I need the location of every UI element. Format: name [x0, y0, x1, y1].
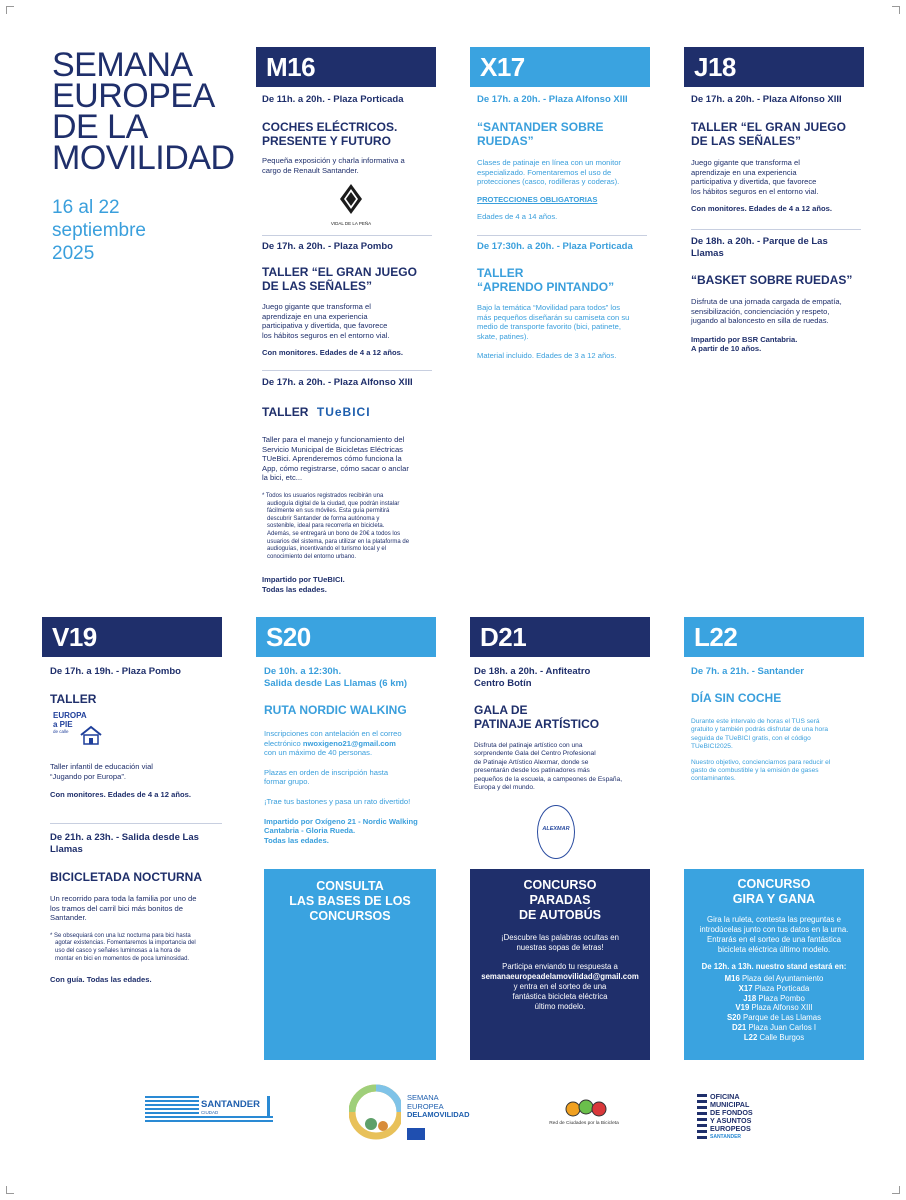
- date-line: septiembre: [52, 220, 146, 241]
- santander-text: SANTANDER: [201, 1099, 260, 1110]
- event-description: [262, 156, 434, 175]
- desc-line: sorprendente Gala del Centro Profesional: [474, 750, 596, 758]
- time-line: De 21h. a 23h. - Salida desde Las: [50, 832, 199, 843]
- desc-line: App, cómo registrarse, cómo sacar o anclar: [262, 463, 409, 473]
- desc-line: los hábitos seguros en el entorno vial.: [262, 330, 390, 340]
- event-note: Con monitores. Edades de 4 a 12 años.: [262, 348, 403, 358]
- desc-line: TUeBici. Aprenderemos cómo funciona la: [262, 454, 402, 464]
- title-line: LAS BASES DE LOS: [289, 894, 411, 908]
- santander-ciudad-logo: [143, 1093, 273, 1127]
- logo-line: SANTANDER: [710, 1134, 742, 1140]
- logo-line: EUROPA: [53, 711, 87, 720]
- note-line: Todas las edades.: [262, 584, 327, 594]
- europa-a-pie-logo: [53, 711, 103, 751]
- event-dates: [52, 196, 146, 265]
- day-header-s20: S20: [256, 617, 436, 657]
- logo-text: ALEXMAR: [542, 826, 570, 832]
- event-footnote: [50, 933, 222, 963]
- event-time: De 17h. a 20h. - Plaza Pombo: [262, 241, 393, 252]
- event-title: [262, 120, 434, 148]
- desc-line: Participa enviando tu respuesta a: [502, 962, 618, 971]
- day-header-l22: L22: [684, 617, 864, 657]
- note-line: A partir de 10 años.: [691, 344, 762, 354]
- event-description: [691, 297, 863, 326]
- footnote-line: montar en bici en momentos de poca luminosidad.: [55, 955, 190, 962]
- email-link[interactable]: nwoxigeno21@gmail.com: [302, 738, 396, 748]
- desc-text: electrónico: [264, 738, 301, 748]
- stand-day: S20: [726, 1013, 741, 1023]
- stand-day: J18: [743, 993, 757, 1003]
- event-time: De 17h. a 19h. - Plaza Pombo: [50, 666, 181, 677]
- desc-line: gasto de combustible y la emisión de gases: [691, 767, 819, 775]
- divider: [477, 235, 647, 236]
- footnote-line: * Se obsequiará con una luz nocturna para bici hasta: [50, 932, 191, 939]
- event-title-line: DE LAS SEÑALES”: [262, 279, 373, 293]
- semana-movilidad-logo: [349, 1082, 485, 1144]
- event-title: DÍA SIN COCHE: [691, 691, 782, 705]
- event-description: [477, 158, 649, 187]
- event-time: [50, 832, 222, 856]
- event-description: [262, 302, 434, 340]
- desc-line: skate, patines).: [477, 331, 529, 341]
- event-description: [50, 894, 222, 923]
- stand-item: [684, 1003, 864, 1013]
- renault-diamond-icon: [339, 183, 363, 215]
- event-title-line: “SANTANDER SOBRE: [477, 120, 604, 134]
- event-title-line: PATINAJE ARTÍSTICO: [474, 717, 600, 731]
- event-time: De 11h. a 20h. - Plaza Porticada: [262, 94, 404, 105]
- event-block: [477, 241, 649, 361]
- note-line: Impartido por TUeBICI.: [262, 575, 345, 585]
- desc-line: Durante este intervalo de horas el TUS será: [691, 718, 820, 725]
- stand-place: Parque de Las Llamas: [743, 1013, 822, 1023]
- red-ciudades-text: Red de Ciudades por la Bicicleta: [549, 1121, 619, 1126]
- stand-place: Calle Burgos: [759, 1032, 805, 1042]
- stand-place: Plaza Alfonso XIII: [751, 1003, 813, 1013]
- event-description: [691, 759, 863, 784]
- day-column-s20: [264, 666, 436, 845]
- protections-notice: PROTECCIONES OBLIGATORIAS: [477, 194, 598, 204]
- event-title: TALLER: [50, 692, 97, 706]
- event-description: [262, 435, 434, 483]
- desc-line: de Patinaje Artístico Alexmar, donde se: [474, 758, 589, 766]
- contest-description: [684, 915, 864, 955]
- footnote-line: descubrir Santander de forma autónoma y: [267, 515, 380, 522]
- stand-item: [684, 1033, 864, 1043]
- event-title: [262, 265, 434, 293]
- desc-line: Clases de patinaje en línea con un monitor: [477, 158, 621, 167]
- logo-line: EUROPEA: [407, 1101, 444, 1111]
- event-title-line: GALA DE: [474, 703, 528, 717]
- stand-day: L22: [743, 1032, 758, 1042]
- stand-info: De 12h. a 13h. nuestro stand estará en:: [701, 962, 847, 971]
- time-line: Llamas: [50, 844, 83, 855]
- event-description: [691, 718, 863, 752]
- desc-line: aprendizaje en una experiencia: [262, 311, 368, 321]
- stand-day: M16: [724, 974, 740, 983]
- title-line: EUROPEA: [52, 77, 215, 115]
- stand-day: D21: [731, 1022, 747, 1032]
- event-note: [264, 817, 436, 846]
- logo-line: SEMANA: [407, 1093, 439, 1102]
- title-line: PARADAS: [529, 893, 591, 907]
- event-time: [264, 666, 436, 690]
- event-title: [477, 120, 649, 148]
- event-footnote: [262, 493, 434, 561]
- contest-rules-box[interactable]: [264, 869, 436, 1060]
- time-line: Salida desde Las Llamas (6 km): [264, 678, 408, 689]
- desc-line: sensibilización, concienciación y respeto,: [691, 306, 830, 316]
- event-title: [262, 403, 434, 421]
- note-line: Impartido por BSR Cantabria.: [691, 334, 798, 344]
- event-block: [262, 241, 434, 358]
- event-time: De 18h. a 20h. - Parque de Las Llamas: [691, 236, 828, 259]
- title-line: CONCURSOS: [309, 909, 391, 923]
- stand-item: [684, 974, 864, 984]
- event-title-line: TALLER “EL GRAN JUEGO: [262, 265, 417, 279]
- crop-mark: [892, 1186, 900, 1194]
- event-title-line: TALLER “EL GRAN JUEGO: [691, 120, 846, 134]
- event-time: De 17h. a 20h. - Plaza Alfonso XIII: [262, 377, 413, 388]
- event-note: Con monitores. Edades de 4 a 12 años.: [691, 204, 832, 214]
- desc-line: jugando al baloncesto en silla de ruedas.: [691, 316, 829, 326]
- footnote-line: Además, se entregará un bono de 20€ a todos los: [267, 530, 401, 537]
- logo-line: EUROPEOS: [710, 1124, 751, 1133]
- santander-subtext: CIUDAD: [201, 1110, 219, 1115]
- event-block: [691, 236, 863, 354]
- tuebici-logo: TUeBICI: [316, 405, 371, 419]
- event-time: De 17h. a 20h. - Plaza Alfonso XIII: [691, 94, 842, 105]
- event-block: [50, 762, 222, 800]
- logo-line: DELAMOVILIDAD: [407, 1110, 470, 1119]
- title-line: MOVILIDAD: [52, 139, 235, 177]
- stand-item: [684, 1013, 864, 1023]
- desc-line: los tramos del carril bici más bonitos de: [50, 903, 183, 913]
- title-line: CONCURSO: [737, 877, 811, 891]
- contest-title: [470, 878, 650, 923]
- desc-line: más pequeños diseñarán su camiseta con su: [477, 312, 630, 322]
- event-note: Material incluido. Edades de 3 a 12 años.: [477, 351, 617, 361]
- day-column-m16: [262, 94, 434, 175]
- event-title-line: DE LAS SEÑALES”: [691, 134, 802, 148]
- desc-line: Entrarás en el sorteo de una fantástica: [707, 935, 841, 944]
- logo-line: OFICINA: [710, 1092, 740, 1101]
- title-line: DE LA: [52, 108, 148, 146]
- event-note: [262, 575, 434, 594]
- desc-line: Plazas en orden de inscripción hasta: [264, 767, 389, 777]
- stand-day: X17: [738, 983, 753, 993]
- day-column-x17: [477, 94, 649, 222]
- event-description: [264, 768, 436, 787]
- footnote-line: agotar existencias. Fomentaremos la importancia del: [55, 940, 196, 947]
- desc-line: “Jugando por Europa”.: [50, 771, 126, 781]
- desc-line: protecciones (casco, rodilleras y coderas).: [477, 177, 620, 187]
- event-title: “BASKET SOBRE RUEDAS”: [691, 273, 853, 287]
- desc-line: Bajo la temática “Movilidad para todos” los: [477, 303, 621, 312]
- footnote-line: sostenible, ideal para recorrerla en bicicleta.: [267, 523, 385, 530]
- logo-line: a PIE: [53, 720, 73, 729]
- day-column-v19: [50, 666, 222, 706]
- desc-line: Disfruta de una jornada cargada de empatía,: [691, 297, 842, 306]
- event-time: De 17:30h. a 20h. - Plaza Porticada: [477, 241, 633, 252]
- event-title-line: RUEDAS”: [477, 134, 534, 148]
- footnote-line: conocimiento del entorno urbano.: [267, 553, 357, 560]
- desc-line: Taller infantil de educación vial: [50, 762, 153, 771]
- day-column-l22: [691, 666, 863, 784]
- contest-email-link[interactable]: semanaeuropeadelamovilidad@gmail.com: [481, 972, 639, 981]
- alexmar-logo: [537, 805, 575, 859]
- semana-logo-text: [407, 1094, 470, 1120]
- contest-title: [684, 877, 864, 907]
- desc-line: último modelo.: [534, 1002, 586, 1011]
- divider: [262, 370, 432, 371]
- note-line: Cantabria - Gloria Rueda.: [264, 826, 356, 836]
- stand-list: [684, 974, 864, 1043]
- stand-place: Plaza del Ayuntamiento: [741, 974, 824, 983]
- stand-day: V19: [735, 1003, 750, 1013]
- title-line: DE AUTOBÚS: [519, 908, 601, 922]
- footnote-line: fácilmente en sus móviles. Esta guía permitirá: [267, 508, 390, 515]
- time-line: De 10h. a 12:30h.: [264, 666, 342, 677]
- divider: [50, 823, 222, 824]
- desc-line: ¡Descubre las palabras ocultas en: [501, 933, 619, 942]
- contest-description: [470, 933, 650, 953]
- desc-line: Juego gigante que transforma el: [262, 302, 371, 311]
- desc-line: Juego gigante que transforma el: [691, 158, 800, 167]
- event-title-line: TALLER: [477, 266, 524, 280]
- desc-line: formar grupo.: [264, 777, 310, 787]
- desc-line: introdúcelas junto con tus datos en la urna.: [699, 925, 849, 934]
- footnote-line: usuarios del sistema, para utilizar en la plataforma de: [267, 538, 410, 545]
- day-header-d21: D21: [470, 617, 650, 657]
- desc-line: Europa y del mundo.: [474, 784, 535, 792]
- note-line: Impartido por Oxígeno 21 - Nordic Walking: [264, 816, 418, 826]
- title-line: SEMANA: [52, 46, 193, 84]
- building-stripes-icon: [697, 1094, 707, 1140]
- event-time: [474, 666, 650, 690]
- desc-line: [264, 739, 436, 749]
- desc-line: Servicio Municipal de Bicicletas Eléctricas: [262, 444, 403, 454]
- day-header-x17: X17: [470, 47, 650, 87]
- event-time: De 7h. a 21h. - Santander: [691, 666, 804, 677]
- desc-line: contaminantes.: [691, 775, 736, 783]
- desc-line: TUeBICI2025.: [691, 743, 733, 751]
- logo-line: Y ASUNTOS: [710, 1116, 752, 1125]
- day-column-d21: [474, 666, 650, 792]
- event-title: [477, 266, 649, 294]
- stand-place: Plaza Pombo: [758, 993, 805, 1003]
- time-line: Centro Botín: [474, 678, 532, 689]
- day-column-j18: [691, 94, 863, 214]
- date-line: 16 al 22: [52, 197, 120, 218]
- contest-rules-title: [264, 879, 436, 924]
- day-header-m16: M16: [256, 47, 436, 87]
- event-block: [50, 832, 222, 985]
- event-description: [264, 729, 436, 758]
- desc-line: Taller para el manejo y funcionamiento del: [262, 435, 405, 444]
- desc-line: presentarán desde los patinadores más: [474, 767, 590, 775]
- event-note: Con monitores. Edades de 4 a 12 años.: [50, 790, 191, 800]
- oficina-fondos-logo: [697, 1092, 769, 1150]
- logo-line: DE FONDOS: [710, 1108, 753, 1117]
- desc-line: Un recorrido para toda la familia por uno de: [50, 894, 197, 903]
- time-line: De 18h. a 20h. - Anfiteatro: [474, 666, 591, 677]
- crop-mark: [892, 6, 900, 14]
- event-description: ¡Trae tus bastones y pasa un rato divertido!: [264, 796, 411, 806]
- logo-line: de calle: [53, 729, 69, 734]
- desc-line: Disfruta del patinaje artístico con una: [474, 742, 583, 749]
- logo-caption: VIDAL DE LA PEÑA: [330, 221, 372, 226]
- eu-flag-icon: [407, 1128, 425, 1140]
- desc-line: Gira la ruleta, contesta las preguntas e: [707, 915, 841, 924]
- divider: [262, 235, 432, 236]
- desc-line: con un máximo de 40 personas.: [264, 748, 373, 758]
- event-description: [50, 762, 222, 781]
- desc-line: especializado. Fomentaremos el uso de: [477, 167, 612, 177]
- contest-bus-stops-box: [470, 869, 650, 1060]
- event-title-text: TALLER: [262, 405, 309, 419]
- day-header-j18: J18: [684, 47, 864, 87]
- stand-item: [684, 1023, 864, 1033]
- bicycle-icon: [564, 1097, 608, 1117]
- event-title-line: COCHES ELÉCTRICOS.: [262, 120, 398, 134]
- event-title: RUTA NORDIC WALKING: [264, 703, 407, 717]
- desc-line: cargo de Renault Santander.: [262, 165, 359, 175]
- desc-line: fantástica bicicleta eléctrica: [512, 992, 608, 1001]
- desc-line: participativa y divertida, que favorece: [691, 177, 817, 187]
- renault-logo: [326, 183, 376, 229]
- event-title: [474, 703, 650, 731]
- title-line: CONCURSO: [523, 878, 597, 892]
- desc-line: medio de transporte favorito (bici, patinete,: [477, 322, 621, 332]
- event-note: Edades de 4 a 14 años.: [477, 212, 558, 222]
- page-title: [52, 46, 235, 177]
- desc-line: y entra en el sorteo de una: [513, 982, 607, 991]
- desc-line: Inscripciones con antelación en el correo: [264, 729, 402, 738]
- red-ciudades-logo: [544, 1097, 624, 1131]
- desc-line: Pequeña exposición y charla informativa a: [262, 156, 405, 165]
- movility-circle-icon: [349, 1082, 401, 1142]
- stand-place: Plaza Juan Carlos I: [748, 1022, 817, 1032]
- footnote-line: * Todos los usuarios registrados recibirán una: [262, 492, 384, 499]
- desc-line: los hábitos seguros en el entorno vial.: [691, 186, 819, 196]
- event-note: Con guía. Todas las edades.: [50, 975, 152, 985]
- event-description: [477, 303, 649, 341]
- divider: [691, 229, 861, 230]
- stand-place: Plaza Porticada: [754, 983, 810, 993]
- event-title-line: “APRENDO PINTANDO”: [477, 280, 615, 294]
- stand-item: [684, 984, 864, 994]
- day-header-v19: V19: [42, 617, 222, 657]
- logo-line: MUNICIPAL: [710, 1100, 750, 1109]
- crop-mark: [6, 6, 14, 14]
- footnote-line: audioguías, incentivando el turismo local y el: [267, 546, 387, 553]
- oficina-text: [710, 1093, 753, 1141]
- note-line: Todas las edades.: [264, 835, 329, 845]
- desc-line: participativa y divertida, que favorece: [262, 321, 388, 331]
- desc-line: la bici, etc...: [262, 473, 303, 483]
- event-title: [691, 120, 863, 148]
- desc-line: pequeños de la escuela, a campeones de España,: [474, 775, 623, 783]
- crop-mark: [6, 1186, 14, 1194]
- desc-line: Santander.: [50, 913, 87, 923]
- footnote-line: audioguía digital de la ciudad, que podrán instalar: [267, 500, 400, 507]
- contest-spin-win-box: [684, 869, 864, 1060]
- event-title: BICICLETADA NOCTURNA: [50, 870, 202, 884]
- desc-line: bicicleta eléctrica último modelo.: [717, 945, 831, 954]
- event-description: [691, 158, 863, 196]
- event-note: [691, 335, 863, 354]
- stand-item: [684, 994, 864, 1004]
- desc-line: gratuito y también podrás disfrutar de una hora: [691, 726, 829, 734]
- title-line: CONSULTA: [316, 879, 384, 893]
- desc-line: aprendizaje en una experiencia: [691, 167, 797, 177]
- contest-description: [470, 962, 650, 1012]
- event-time: De 17h. a 20h. - Plaza Alfonso XIII: [477, 94, 628, 105]
- footnote-line: uso del casco y señales luminosas a la hora de: [55, 947, 181, 954]
- event-description: [474, 742, 650, 792]
- event-title-line: PRESENTE Y FUTURO: [262, 134, 391, 148]
- desc-line: nuestras sopas de letras!: [516, 943, 604, 952]
- event-block: [262, 377, 434, 595]
- desc-line: seguida de TUeBICI gratis, con el código: [691, 734, 811, 742]
- title-line: GIRA Y GANA: [732, 892, 816, 906]
- desc-line: Nuestro objetivo, concienciarnos para reducir el: [691, 758, 831, 766]
- house-icon: [79, 725, 103, 745]
- date-line: 2025: [52, 243, 95, 264]
